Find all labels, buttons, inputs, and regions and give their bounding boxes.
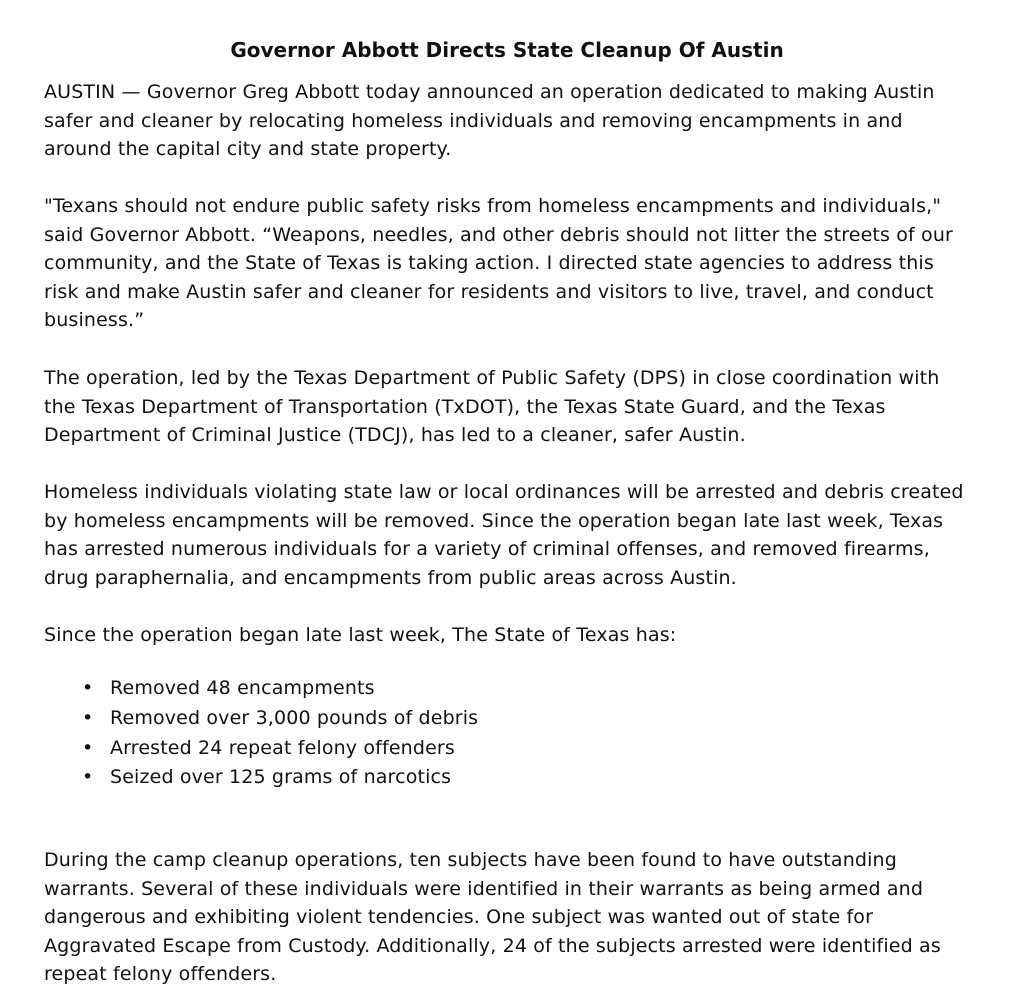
list-item-text: Removed 48 encampments	[110, 677, 375, 699]
paragraph-arrests: Homeless individuals violating state law or local ordinances will be arrested and debris created by homeless encampments will be removed. Since the operation began late last week, Texas has arrested numerous individuals for a variety of criminal offenses, and removed firearms, drug paraphernalia, and encampments from public areas across Austin.	[44, 481, 964, 589]
results-list	[44, 674, 478, 793]
article-title: Governor Abbott Directs State Cleanup Of Austin	[230, 38, 784, 62]
paragraph-intro: AUSTIN — Governor Greg Abbott today announced an operation dedicated to making Austin safer and cleaner by relocating homeless individuals and removing encampments in and around the capital city and state property.	[44, 81, 935, 161]
list-item	[44, 734, 478, 764]
paragraph-quote: "Texans should not endure public safety risks from homeless encampments and individuals," said Governor Abbott. “Weapons, needles, and other debris should not litter the streets of our community, and the State of Texas is taking action. I directed state agencies to address this risk and make Austin safer and cleaner for residents and visitors to live, travel, and conduct business.”	[44, 195, 953, 332]
paragraph-operation: The operation, led by the Texas Department of Public Safety (DPS) in close coordination with the Texas Department of Transportation (TxDOT), the Texas State Guard, and the Texas Department of Criminal Justice (TDCJ), has led to a cleaner, safer Austin.	[44, 367, 940, 447]
list-item	[44, 763, 478, 793]
list-item-text: Removed over 3,000 pounds of debris	[110, 706, 479, 729]
list-item	[44, 674, 478, 704]
bullet-icon: •	[82, 706, 94, 729]
list-item-text: Seized over 125 grams of narcotics	[110, 766, 452, 789]
paragraph-list-intro: Since the operation began late last week, The State of Texas has:	[44, 624, 677, 646]
bullet-icon: •	[82, 766, 94, 789]
paragraph-warrants: During the camp cleanup operations, ten subjects have been found to have outstanding warrants. Several of these individuals were identified in their warrants as being armed and dangerous and exhibiting violent tendencies. One subject was wanted out of state for Aggravated Escape from Custody. Additionally, 24 of the subjects arrested were identified as repeat felony offenders.	[44, 849, 941, 986]
list-item	[44, 704, 478, 734]
list-item-text: Arrested 24 repeat felony offenders	[110, 736, 455, 759]
bullet-icon: •	[82, 736, 94, 759]
bullet-icon: •	[82, 677, 94, 699]
